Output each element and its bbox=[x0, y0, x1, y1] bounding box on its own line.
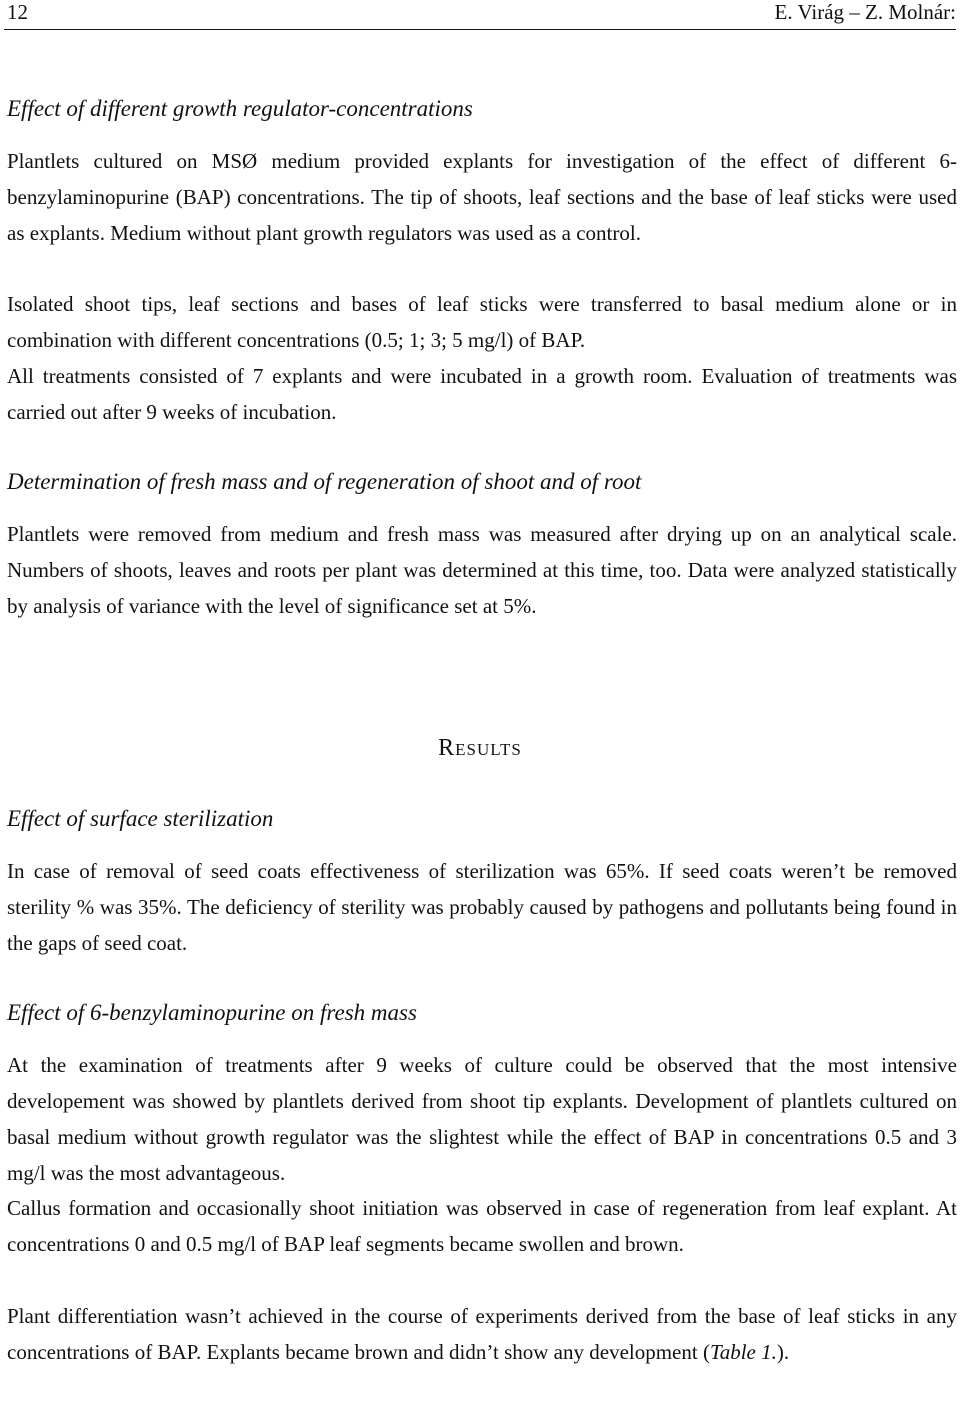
header-rule bbox=[4, 29, 956, 30]
results-heading: Results bbox=[438, 735, 522, 761]
paragraph-sterilization: In case of removal of seed coats effectiveness of sterilization was 65%. If seed coats weren’t be removed sterility % was 35%. The deficiency of sterility was probably caused by pathogens and pollutants being found in the gaps of seed coat. bbox=[7, 859, 957, 955]
heading-fresh-mass-determination: Determination of fresh mass and of regeneration of shoot and of root bbox=[7, 469, 642, 494]
running-authors: E. Virág – Z. Molnár: bbox=[774, 0, 956, 24]
paragraph-shoot-tip-development: At the examination of treatments after 9 weeks of culture could be observed that the most intensive developement was showed by plantlets derived from shoot tip explants. Development of plantlets cultured on basal medium without growth regulator was the slightest while the effect of BAP in concentrations 0.5 and 3 mg/l was the most advantageous. bbox=[7, 1053, 957, 1185]
paragraph-leaf-stick-text: Plant differentiation wasn’t achieved in the course of experiments derived from the base of leaf sticks in any concentrations of BAP. Explants became brown and didn’t show any development ( bbox=[7, 1304, 957, 1364]
paragraph-fresh-mass-method: Plantlets were removed from medium and fresh mass was measured after drying up on an analytical scale. Numbers of shoots, leaves and roots per plant was determined at this time, too. Data were analyzed statistically by analysis of variance with the level of significance set at 5%. bbox=[7, 522, 957, 618]
paragraph-explants: Plantlets cultured on MSØ medium provided explants for investigation of the effect of different 6-benzylaminopurine (BAP) concentrations. The tip of shoots, leaf sections and the base of leaf sticks were used as explants. Medium without plant growth regulators was used as a control. bbox=[7, 149, 957, 245]
heading-bap-fresh-mass: Effect of 6-benzylaminopurine on fresh mass bbox=[7, 1000, 417, 1025]
heading-surface-sterilization: Effect of surface sterilization bbox=[7, 806, 274, 831]
paragraph-incubation: All treatments consisted of 7 explants and were incubated in a growth room. Evaluation of treatments was carried out after 9 weeks of incubation. bbox=[7, 364, 957, 424]
heading-growth-regulator: Effect of different growth regulator-concentrations bbox=[7, 96, 473, 121]
table-reference-link[interactable]: Table 1. bbox=[709, 1340, 777, 1364]
page-number: 12 bbox=[7, 0, 28, 24]
paragraph-treatments: Isolated shoot tips, leaf sections and bases of leaf sticks were transferred to basal medium alone or in combination with different concentrations (0.5; 1; 3; 5 mg/l) of BAP. bbox=[7, 292, 957, 352]
paragraph-leaf-stick-end: ). bbox=[776, 1340, 790, 1364]
paragraph-callus-formation: Callus formation and occasionally shoot initiation was observed in case of regeneration from leaf explant. At concentrations 0 and 0.5 mg/l of BAP leaf segments became swollen and brown. bbox=[7, 1196, 957, 1256]
paragraph-leaf-stick-base bbox=[7, 1298, 957, 1370]
running-head bbox=[0, 0, 960, 28]
